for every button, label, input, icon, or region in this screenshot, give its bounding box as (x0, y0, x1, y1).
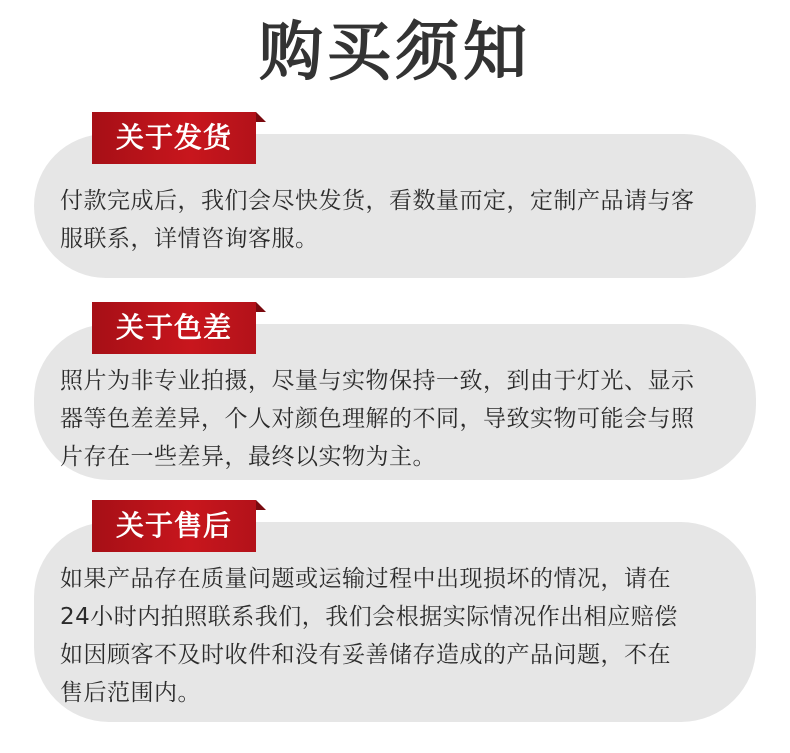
section-after-sales-tag (92, 500, 262, 552)
section-shipping-tag (92, 112, 262, 164)
text-line: 服联系，详情咨询客服。 (60, 226, 319, 252)
text-line: 如因顾客不及时收件和没有妥善储存造成的产品问题，不在 (60, 642, 671, 668)
text-line: 如果产品存在质量问题或运输过程中出现损坏的情况，请在 (60, 566, 671, 592)
section-after-sales-heading: 关于售后 (115, 509, 232, 542)
text-line: 售后范围内。 (60, 680, 201, 706)
section-after-sales-body (60, 560, 750, 712)
section-after-sales (34, 500, 756, 722)
text-line: 照片为非专业拍摄，尽量与实物保持一致，到由于灯光、显示 (60, 368, 695, 394)
section-color-difference-body (60, 362, 750, 476)
text-line: 24小时内拍照联系我们，我们会根据实际情况作出相应赔偿 (60, 604, 678, 630)
section-color-difference (34, 302, 756, 480)
text-line: 付款完成后，我们会尽快发货，看数量而定，定制产品请与客 (60, 188, 695, 214)
section-shipping-heading: 关于发货 (115, 121, 232, 154)
section-shipping (34, 112, 756, 278)
section-color-difference-tag (92, 302, 262, 354)
tag-fold (256, 500, 266, 510)
text-line: 器等色差差异，个人对颜色理解的不同，导致实物可能会与照 (60, 406, 695, 432)
tag-fold (256, 112, 266, 122)
section-shipping-body (60, 182, 750, 258)
tag-fold (256, 302, 266, 312)
text-line: 片存在一些差异，最终以实物为主。 (60, 444, 436, 470)
section-color-difference-heading: 关于色差 (115, 311, 232, 344)
page-title: 购买须知 (259, 16, 531, 90)
